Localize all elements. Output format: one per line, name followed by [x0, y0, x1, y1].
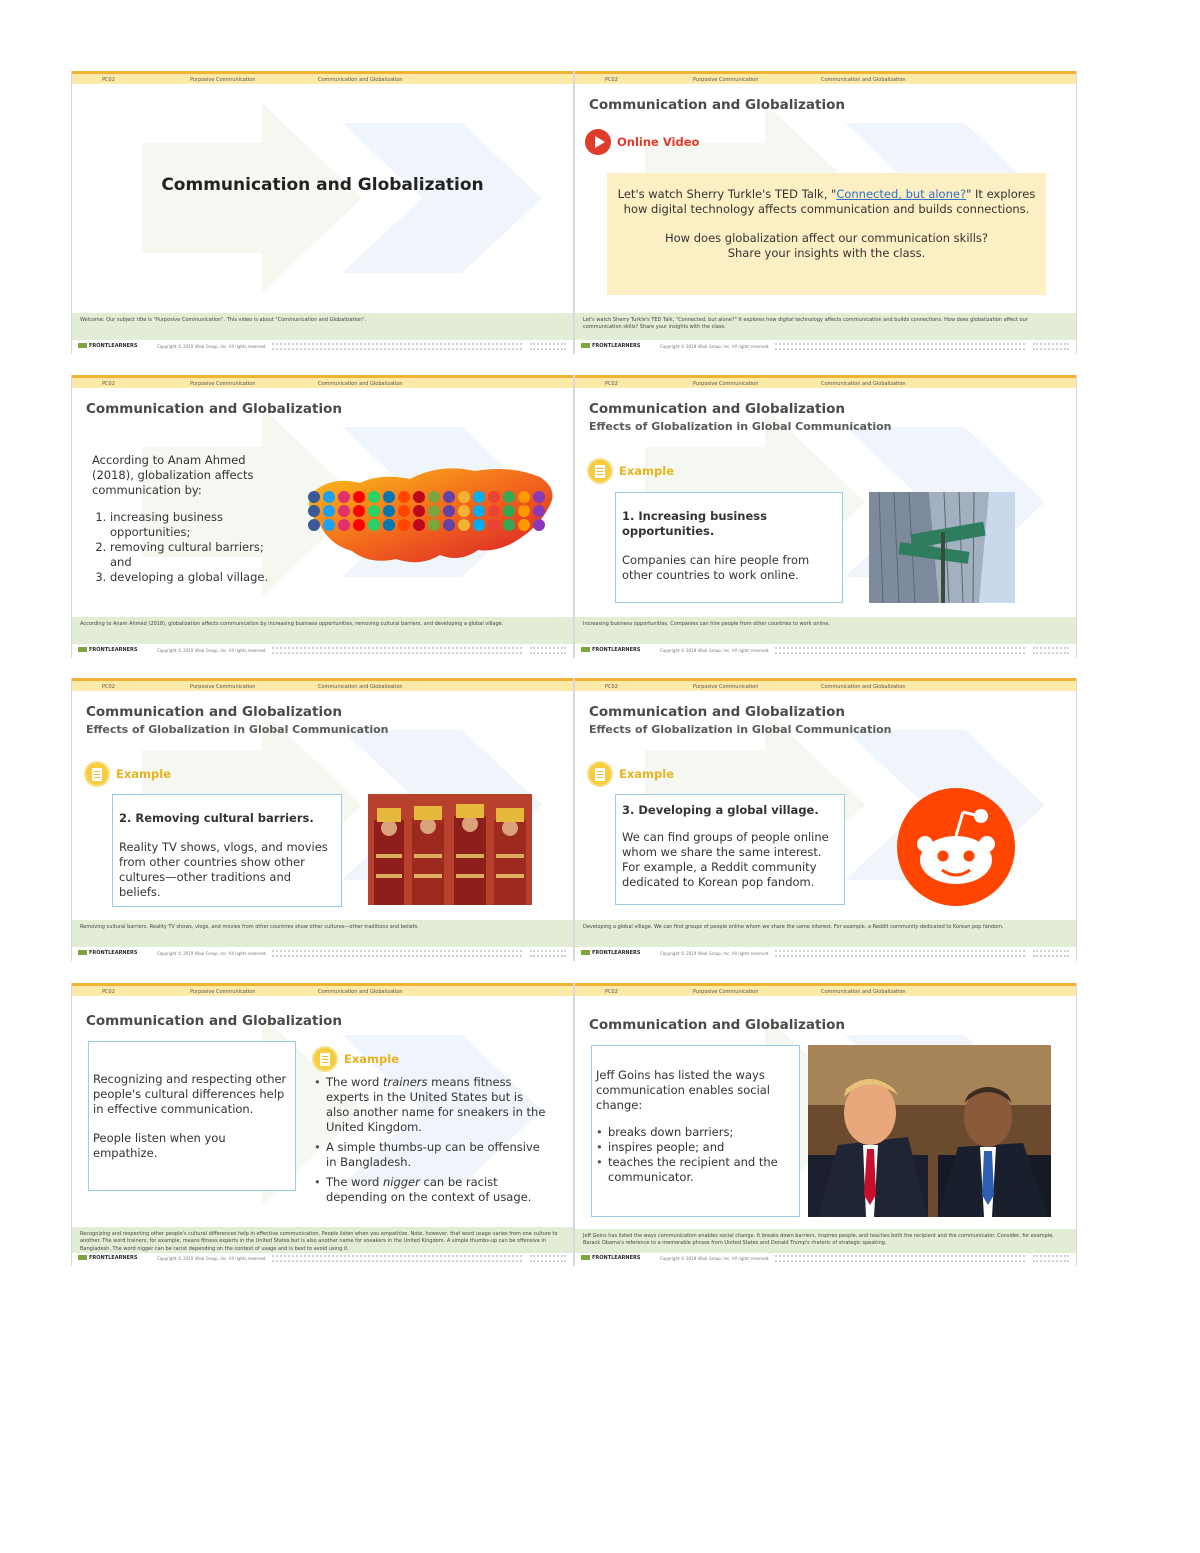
fine-print-2 [1033, 343, 1069, 350]
reddit-logo [897, 788, 1015, 906]
example-badge [312, 1046, 399, 1072]
course-code: PC02 [102, 77, 115, 83]
slide-header [575, 678, 1076, 691]
badge-label: Example [619, 464, 674, 478]
slide-6 [574, 678, 1077, 961]
text: The word [326, 1075, 383, 1089]
document-icon [84, 761, 110, 787]
slide-footer [72, 341, 573, 353]
list-item: • breaks down barriers; [596, 1125, 795, 1140]
badge-label: Online Video [617, 135, 700, 149]
slide-title: Communication and Globalization [86, 704, 342, 720]
examples-list [314, 1075, 546, 1205]
course-code: PC02 [102, 989, 115, 995]
slide-title: Communication and Globalization [589, 401, 845, 417]
slide-title: Communication and Globalization [86, 1013, 342, 1029]
copyright: Copyright © 2019 Vibal Group, Inc. All rights reserved. [660, 951, 770, 956]
slide-3 [71, 375, 574, 658]
course-code: PC02 [102, 684, 115, 690]
example-heading: 3. Developing a global village. [622, 803, 819, 817]
speaker-notes: Developing a global village. We can find groups of people online whom we share the same interest. For example, a Reddit community dedicated to Korean pop fandom. [575, 920, 1076, 947]
speaker-notes: Welcome: Our subject title is "Purposive Communication". This video is about "Communication and Globalization". [72, 313, 573, 340]
empathy-text: Recognizing and respecting other people's cultural differences help in effective communication. [93, 1072, 287, 1116]
slide-title: Communication and Globalization [161, 175, 484, 195]
frontlearners-logo: FRONTLEARNERS [581, 343, 640, 349]
slide-header [575, 983, 1076, 996]
speaker-notes: Let's watch Sherry Turkle's TED Talk, "Connected, but alone?" It explores how digital technology affects communication and builds connections. How does globalization affect our communication skills? Share your insights with the class. [575, 313, 1076, 340]
slide-title: Communication and Globalization [589, 1017, 845, 1033]
list-item: • inspires people; and [596, 1140, 795, 1155]
list-item [314, 1175, 546, 1205]
lesson-name: Communication and Globalization [821, 381, 906, 387]
slide-subtitle: Effects of Globalization in Global Communication [589, 420, 892, 433]
lesson-name: Communication and Globalization [318, 381, 403, 387]
slide-header [72, 983, 573, 996]
slide-footer [575, 341, 1076, 353]
fine-print-2 [1033, 950, 1069, 957]
slide-8 [574, 983, 1077, 1266]
slide-title: Communication and Globalization [86, 401, 342, 417]
course-name: Purposive Communication [190, 989, 256, 995]
course-name: Purposive Communication [190, 77, 256, 83]
intro-text: Jeff Goins has listed the ways communication enables social change: [596, 1068, 771, 1112]
fine-print-2 [530, 343, 566, 350]
lesson-name: Communication and Globalization [821, 77, 906, 83]
lesson-name: Communication and Globalization [318, 684, 403, 690]
course-name: Purposive Communication [693, 684, 759, 690]
slide-footer [575, 948, 1076, 960]
list-item [314, 1075, 546, 1135]
example-box [615, 492, 843, 603]
play-icon [585, 129, 611, 155]
video-description [615, 187, 1038, 217]
document-icon [587, 761, 613, 787]
example-box [112, 794, 342, 907]
lesson-name: Communication and Globalization [821, 989, 906, 995]
slide-5 [71, 678, 574, 961]
ways-list [596, 1125, 795, 1185]
frontlearners-logo: FRONTLEARNERS [581, 1255, 640, 1261]
world-map-social-icons-image [300, 455, 562, 570]
course-code: PC02 [605, 77, 618, 83]
slide-footer [72, 948, 573, 960]
text-before-link: Let's watch Sherry Turkle's TED Talk, " [617, 187, 837, 201]
example-body: We can find groups of people online whom we share the same interest. For example, a Reddit community dedicated to Korean pop fandom. [622, 829, 829, 889]
cultural-dancers-photo [368, 794, 532, 905]
speaker-notes: Increasing business opportunities. Companies can hire people from other countries to work online. [575, 617, 1076, 644]
list-item: 1. increasing business opportunities; [110, 510, 282, 540]
fine-print-2 [530, 950, 566, 957]
slide-subtitle: Effects of Globalization in Global Communication [86, 723, 389, 736]
slide-footer [575, 1253, 1076, 1265]
document-icon [587, 458, 613, 484]
example-badge [587, 458, 674, 484]
example-heading: 1. Increasing business opportunities. [622, 509, 767, 538]
two-men-photo [808, 1045, 1051, 1217]
list-item: 3. developing a global village. [110, 570, 282, 585]
course-code: PC02 [102, 381, 115, 387]
slide-header [72, 678, 573, 691]
example-badge [587, 761, 674, 787]
course-name: Purposive Communication [190, 381, 256, 387]
lesson-name: Communication and Globalization [318, 989, 403, 995]
course-code: PC02 [605, 989, 618, 995]
slide-footer [575, 645, 1076, 657]
text-after-link: " It explores how digital technology affects communication and builds connections. [623, 187, 1036, 216]
fine-print [775, 950, 1025, 957]
copyright: Copyright © 2019 Vibal Group, Inc. All rights reserved. [157, 1256, 267, 1261]
frontlearners-logo: FRONTLEARNERS [78, 647, 137, 653]
video-prompt-box [607, 173, 1046, 295]
fine-print [272, 343, 522, 350]
slide-title: Communication and Globalization [589, 97, 845, 113]
speaker-notes: Removing cultural barriers. Reality TV shows, vlogs, and movies from other countries show other cultures—other traditions and beliefs. [72, 920, 573, 947]
lesson-name: Communication and Globalization [318, 77, 403, 83]
example-heading: 2. Removing cultural barriers. [119, 811, 314, 825]
slide-2 [574, 71, 1077, 354]
slide-footer [72, 645, 573, 657]
office-building-photo [869, 492, 1015, 603]
slide-header [575, 71, 1076, 84]
intro-text: According to Anam Ahmed (2018), globalization affects communication by: [92, 453, 254, 497]
text: means fitness experts in the United States but is also another name for sneakers in the United Kingdom. [326, 1075, 546, 1134]
copyright: Copyright © 2019 Vibal Group, Inc. All rights reserved. [660, 1256, 770, 1261]
frontlearners-logo: FRONTLEARNERS [581, 647, 640, 653]
speaker-notes: According to Anam Ahmed (2018), globalization affects communication by increasing business opportunities, removing cultural barriers, and developing a global village. [72, 617, 573, 644]
fine-print [775, 647, 1025, 654]
background-arrows [102, 83, 542, 313]
course-code: PC02 [605, 381, 618, 387]
course-name: Purposive Communication [693, 77, 759, 83]
slide-title: Communication and Globalization [589, 704, 845, 720]
speaker-notes: Recognizing and respecting other people's cultural differences help in effective communication. People listen when you empathize. Note, however, that word usage varies from one culture to another. The word trainers, for example, means fitness experts in the United States but is also another name for sneakers in the United Kingdom. A simple thumbs-up can be offensive in Bangladesh. The word nigger can be racist depending on the context of usage and is best to avoid using it. [72, 1227, 573, 1253]
slide-7 [71, 983, 574, 1266]
text: can be racist depending on the context of usage. [326, 1174, 532, 1204]
frontlearners-logo: FRONTLEARNERS [78, 1255, 137, 1261]
social-change-box [591, 1045, 800, 1217]
badge-label: Example [116, 767, 171, 781]
discussion-question: How does globalization affect our communication skills? Share your insights with the class. [665, 230, 988, 260]
emphasized-word: nigger [382, 1174, 420, 1189]
slide-footer [72, 1253, 573, 1265]
badge-label: Example [619, 767, 674, 781]
document-icon [312, 1046, 338, 1072]
fine-print-2 [530, 1255, 566, 1262]
list-item: 2. removing cultural barriers; and [110, 540, 282, 570]
copyright: Copyright © 2019 Vibal Group, Inc. All rights reserved. [157, 951, 267, 956]
online-video-badge [585, 129, 699, 155]
slide-1 [71, 71, 574, 354]
slide-header [575, 375, 1076, 388]
copyright: Copyright © 2019 Vibal Group, Inc. All rights reserved. [157, 648, 267, 653]
frontlearners-logo: FRONTLEARNERS [581, 950, 640, 956]
empathy-text-2: People listen when you empathize. [93, 1130, 226, 1160]
example-box [615, 794, 845, 905]
slide-header [72, 71, 573, 84]
fine-print-2 [1033, 1255, 1069, 1262]
fine-print [272, 950, 522, 957]
list-item: • A simple thumbs-up can be offensive in Bangladesh. [314, 1140, 546, 1170]
empathy-box [88, 1041, 296, 1191]
fine-print-2 [530, 647, 566, 654]
frontlearners-logo: FRONTLEARNERS [78, 343, 137, 349]
slide-header [72, 375, 573, 388]
ted-talk-link[interactable]: Connected, but alone? [836, 187, 967, 201]
lesson-name: Communication and Globalization [821, 684, 906, 690]
copyright: Copyright © 2019 Vibal Group, Inc. All rights reserved. [157, 344, 267, 349]
fine-print [272, 1255, 522, 1262]
fine-print [775, 1255, 1025, 1262]
example-body: Companies can hire people from other countries to work online. [622, 552, 810, 582]
frontlearners-logo: FRONTLEARNERS [78, 950, 137, 956]
emphasized-word: trainers [382, 1075, 428, 1089]
slide-4 [574, 375, 1077, 658]
copyright: Copyright © 2019 Vibal Group, Inc. All rights reserved. [660, 648, 770, 653]
fine-print [775, 343, 1025, 350]
example-body: Reality TV shows, vlogs, and movies from other countries show other cultures—other traditions and beliefs. [119, 839, 328, 899]
slide-subtitle: Effects of Globalization in Global Communication [589, 723, 892, 736]
list-item: • teaches the recipient and the communicator. [596, 1155, 795, 1185]
example-badge [84, 761, 171, 787]
course-name: Purposive Communication [693, 989, 759, 995]
content-text [92, 453, 282, 585]
effects-list [92, 510, 282, 585]
fine-print [272, 647, 522, 654]
course-name: Purposive Communication [190, 684, 256, 690]
speaker-notes: Jeff Goins has listed the ways communication enables social change. It breaks down barriers, inspires people, and teaches both the recipient and the communicator. Consider, for example, Barack Obama's reference to a memorable phrase from United States and Donald Trump's rhetoric of strategic speaking. [575, 1229, 1076, 1253]
fine-print-2 [1033, 647, 1069, 654]
course-code: PC02 [605, 684, 618, 690]
course-name: Purposive Communication [693, 381, 759, 387]
copyright: Copyright © 2019 Vibal Group, Inc. All rights reserved. [660, 344, 770, 349]
text: The word [326, 1174, 383, 1189]
badge-label: Example [344, 1052, 399, 1066]
